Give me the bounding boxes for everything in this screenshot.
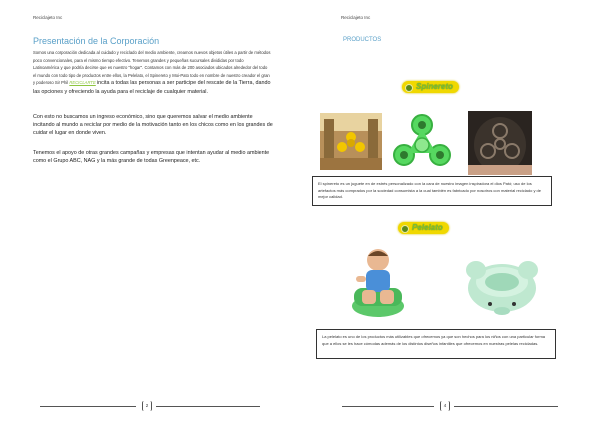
spinner-photo-3-image	[468, 111, 532, 175]
page-header: Reciclajeto Inc	[33, 15, 63, 20]
page-title: Presentación de la Corporación	[33, 36, 160, 46]
product-description: El spinereto es un juguete en de estrés personalizado con la cara de nuestro imagen inspiradora el dios Pató; uso de los artefactos más comprados por la sociedad consumista a la cual también es fabricado por nosotros con material reciclado y de mejor calidad.	[318, 181, 542, 199]
right-page	[300, 0, 600, 424]
spinner-photo-2	[384, 111, 460, 175]
potty-photo-2-image	[460, 248, 542, 320]
paragraph-2: Con esto no buscamos un ingreso económico, sino que queremos salvar el medio ambiente incitando al mundo a reciclar por medio de la motivación tanto en los chicos como en los grandes de cuidar el lugar en donde viven.	[33, 114, 273, 136]
potty-photo-1-image	[344, 242, 412, 320]
product-name: Pelelato	[412, 223, 443, 232]
product-description-box-1	[312, 176, 552, 206]
product-description: La pelelato es uno de los productos más utilizables que ofrecemos ya que son hechos para los niños con una particular forma que a ellos se les hace cómodas además de los distintos diseños infantiles que ofrecemos en nuestras pelelas recicladas.	[322, 334, 546, 346]
paragraph-3: Tenemos el apoyo de otras grandes campañas y empresas que intentan ayudar al medio ambiente como el Grupo ABC, NAG y la más grande de todas Greenpeace, etc.	[33, 150, 270, 164]
product-badge-pelelato	[398, 222, 449, 234]
footer-line-right	[454, 406, 558, 407]
highlight-name: RECICLARTE	[69, 80, 96, 85]
spinner-photo-2-image	[384, 111, 460, 175]
footer-line-right	[156, 406, 260, 407]
product-description-box-2	[316, 329, 556, 359]
badge-dot-icon	[401, 225, 409, 233]
footer-line-left	[342, 406, 434, 407]
potty-photo-2	[460, 248, 542, 320]
page-header: Reciclajeto Inc	[341, 15, 371, 20]
spinner-photo-3	[468, 111, 532, 175]
section-title: PRODUCTOS	[343, 37, 382, 43]
spinner-photo-1	[320, 113, 382, 170]
intro-paragraph	[33, 49, 271, 96]
product-badge-spinereto	[402, 81, 459, 93]
intro-tail: incita a todas las personas a ser participe del rescate de la Tierra, dando las opciones y ofreciendo la ayuda para el reciclaje de cualquier material.	[33, 80, 271, 95]
badge-dot-icon	[405, 84, 413, 92]
footer-line-left	[40, 406, 136, 407]
page-number: 2	[142, 401, 152, 411]
spinner-photo-1-image	[320, 113, 382, 170]
page-number: 4	[440, 401, 450, 411]
potty-photo-1	[344, 242, 412, 320]
intro-text: Somos una corporación dedicada al cuidado y reciclado del medio ambiente, creamos nuevos objetos útiles a partir de métodos poco convencionales, para el mismo tiempo efectivo. Tenemos grandes y pequeñas sucursales divididas por todo Latinoamérica y que podría decirse que es nuestro "hogar". Contamos con más de 200 asociados ubicados alrededor del todo el mundo con todo tipo de productos entre ellos, la Pelelato, el Spinereto y Moi-Pato todo en nombre de nuestro creador el gran y poderoso Sir Phil	[33, 50, 271, 85]
product-name: Spinereto	[416, 82, 453, 91]
